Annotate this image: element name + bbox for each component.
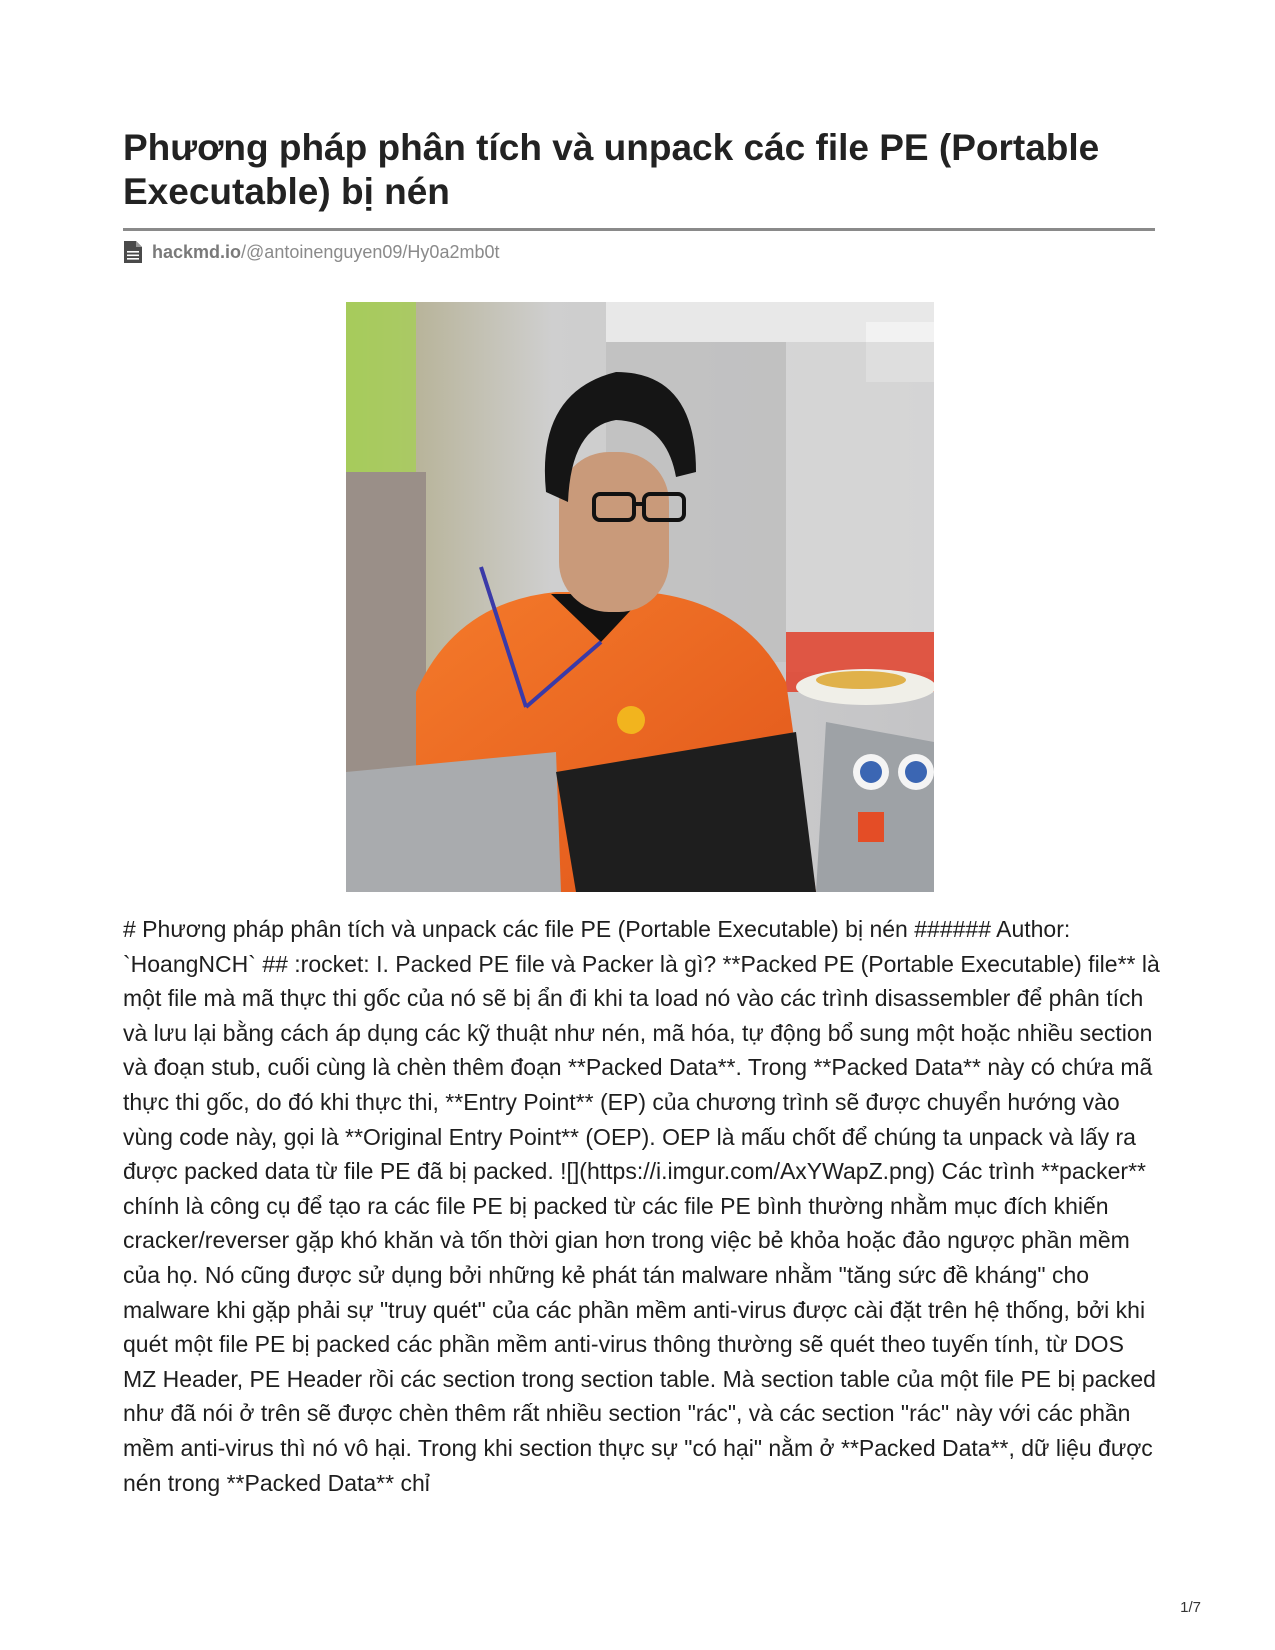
source-link[interactable] (124, 240, 499, 264)
source-path: /@antoinenguyen09/Hy0a2mb0t (241, 241, 500, 262)
author-photo (346, 302, 934, 892)
page-number: 1/7 (1180, 1599, 1201, 1616)
source-domain: hackmd.io (152, 241, 242, 262)
article-body: # Phương pháp phân tích và unpack các file PE (Portable Executable) bị nén ###### Author: `HoangNCH` ## :rocket: I. Packed PE file và Packer là gì? **Packed PE (Portable Executable) file** là một file mà mã thực thi gốc của nó sẽ bị ẩn đi khi ta load nó vào các trình disassembler để phân tích và lưu lại bằng cách áp dụng các kỹ thuật như nén, mã hóa, tự động bổ sung một hoặc nhiều section và đoạn stub, cuối cùng là chèn thêm đoạn **Packed Data**. Trong **Packed Data** này có chứa mã thực thi gốc, do đó khi thực thi, **Entry Point** (EP) của chương trình sẽ được chuyển hướng vào vùng code này, gọi là **Original Entry Point** (OEP). OEP là mấu chốt để chúng ta unpack và lấy ra được packed data từ file PE đã bị packed. ![](https://i.imgur.com/AxYWapZ.png) Các trình **packer** chính là công cụ để tạo ra các file PE bị packed từ các file PE bình thường nhằm mục đích khiến cracker/reverser gặp khó khăn và tốn thời gian hơn trong việc bẻ khỏa hoặc đảo ngược phần mềm của họ. Nó cũng được sử dụng bởi những kẻ phát tán malware nhằm "tăng sức đề kháng" cho malware khi gặp phải sự "truy quét" của các phần mềm anti-virus được cài đặt trên hệ thống, bởi khi quét một file PE bị packed các phần mềm anti-virus thông thường sẽ quét theo tuyến tính, từ DOS MZ Header, PE Header rồi các section trong section table. Mà section table của một file PE bị packed như đã nói ở trên sẽ được chèn thêm rất nhiều section "rác", và các section "rác" này với các phần mềm anti-virus thì nó vô hại. Trong khi section thực sự "có hại" nằm ở **Packed Data**, dữ liệu được nén trong **Packed Data** chỉ (123, 916, 1160, 1496)
document-icon (124, 241, 142, 263)
title-divider (123, 228, 1155, 231)
article-title: Phương pháp phân tích và unpack các file PE (Portable Executable) bị nén (123, 127, 1100, 212)
